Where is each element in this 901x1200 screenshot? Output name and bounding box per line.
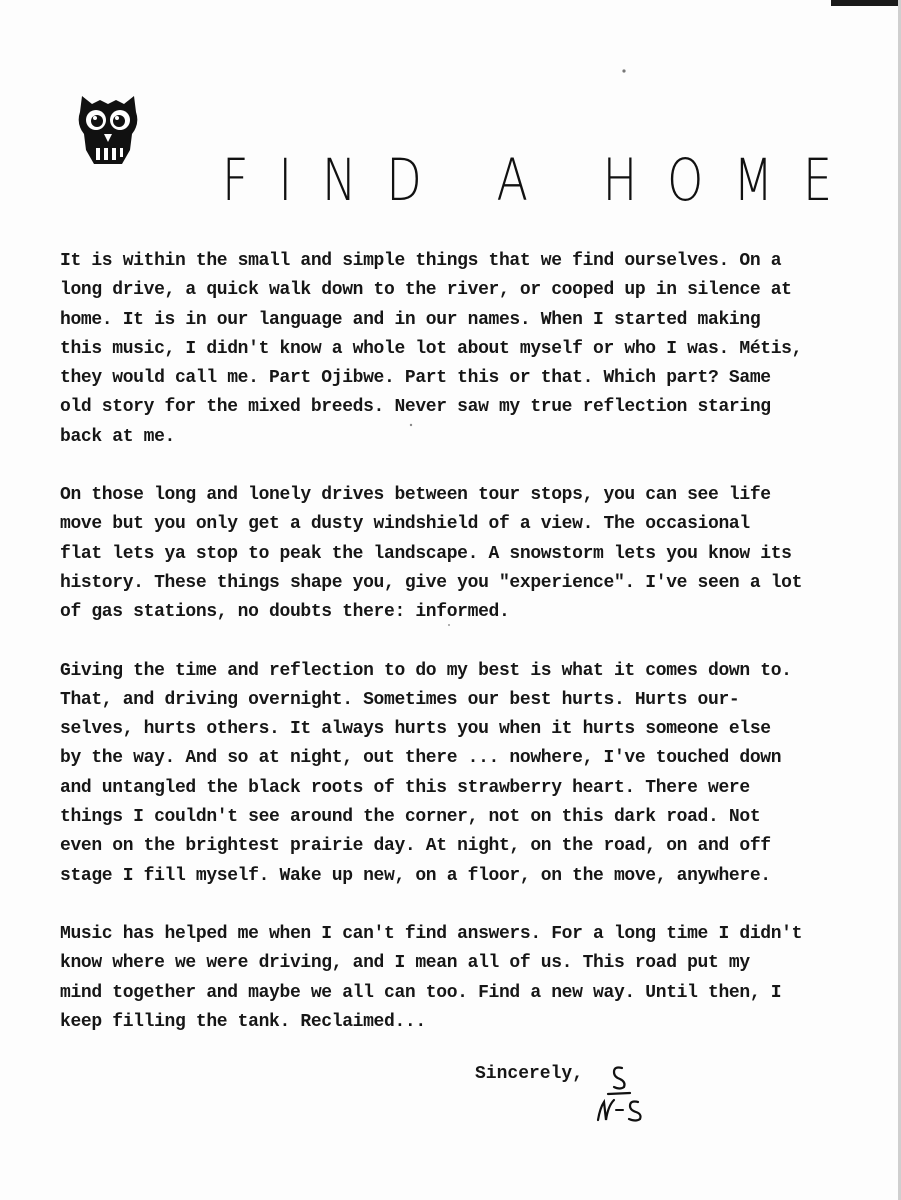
paragraph-3: Giving the time and reflection to do my best is what it comes down to. That, and driving overnight. Sometimes our best hurts. Hurts our- selves, hurts others. It always hurts you when it hurts someone else by the way. And so at night, out there ... nowhere, I've touched down and untangled the black roots of this strawberry heart. There were things I couldn't see around the corner, not on this dark road. Not even on the brightest prairie day. At night, on the road, on and off stage I fill myself. Wake up new, on a floor, on the move, anywhere. — [60, 660, 792, 886]
handwritten-signature — [592, 1062, 652, 1124]
owl-skull-icon — [74, 90, 142, 168]
paragraph-1: It is within the small and simple things that we find ourselves. On a long drive, a quick walk down to the river, or cooped up in silence at home. It is in our language and in our names. When I started making this music, I didn't know a whole lot about myself or who I was. Métis, they would call me. Part Ojibwe. Part this or that. Which part? Same old story for the mixed breeds. Never saw my true reflection staring back at me. — [60, 251, 803, 447]
paragraph-2: On those long and lonely drives between tour stops, you can see life move but you only get a dusty windshield of a view. The occasional flat lets ya stop to peak the landscape. A snowstorm lets you know its history. These things shape you, give you "experience". I've seen a lot of gas stations, no doubts there: informed. — [60, 485, 803, 623]
closing-salutation: Sincerely, — [475, 1064, 584, 1084]
page-title: FIND A HOME — [222, 146, 863, 214]
paragraph-4: Music has helped me when I can't find answers. For a long time I didn't know where we were driving, and I mean all of us. This road put my mind together and maybe we all can too. Find a new way. Until then, I keep filling the tank. Reclaimed... — [60, 923, 803, 1032]
letter-body — [60, 247, 860, 1066]
scan-corner-mark — [831, 0, 901, 6]
